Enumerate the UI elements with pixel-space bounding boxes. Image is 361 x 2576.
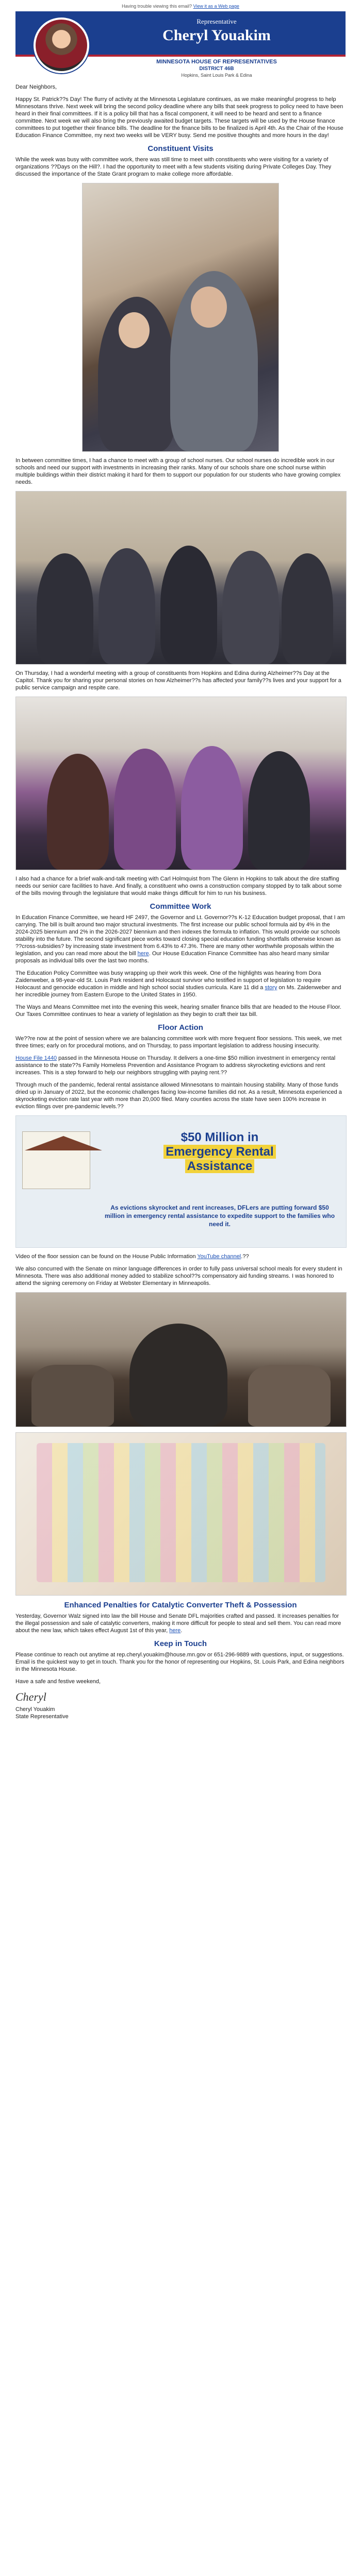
bill-details-link[interactable]: here xyxy=(137,951,149,957)
graphic-headline-line-1: $50 Million in xyxy=(180,1130,259,1144)
committee-paragraph-1-text: In Education Finance Committee, we heard HF 2497, the Governor and Lt. Governor??s K-12 Education budget proposal, that I am carrying. The bill is built around two major structural investments. The first increase our public school formula aid by 4% in the 2024-2025 biennium and 2% in the 2026-2027 biennium and then indexes the formula to inflation. This would provide our schools stability into the future. The second significant piece works toward closing special education funding shortfalls otherwise known as ??cross-subsidies? by increasing state investment from 6.43% to 47.3%. There are many other worthwhile proposals within the legislation, and you can read more about the bill xyxy=(15,914,345,957)
floor-paragraph-3: Through much of the pandemic, federal rental assistance allowed Minnesotans to maintain housing stability. Many of those funds dried up in January of 2022, but the economic challenges facing low-income families did not. As a result, Minnesota experienced a skyrocketing eviction rate last year with more than 20,000 filed. Many counties across the state have seen 100% increase in eviction filings over pre-pandemic levels.?? xyxy=(15,1082,342,1110)
newsletter-header xyxy=(15,11,346,78)
preheader xyxy=(0,0,361,11)
representative-portrait xyxy=(34,18,89,73)
touch-paragraph-2: Have a safe and festive weekend, xyxy=(15,1679,101,1685)
photo-alzheimers-day xyxy=(15,697,347,870)
photo-figure xyxy=(47,754,109,870)
signoff xyxy=(15,1706,346,1720)
floor-paragraph-5: We also concurred with the Senate on minor language differences in order to fully pass universal school meals for every student in Minnesota. There was also additional money added to stabilize school??s compensatory aid funding streams. I was honored to attend the signing ceremony on Friday at Webster Elementary in Minneapolis. xyxy=(15,1266,342,1286)
committee-paragraph-2 xyxy=(15,970,346,998)
photo-figure xyxy=(119,312,150,348)
photo-figure xyxy=(99,548,155,664)
floor-paragraph-2 xyxy=(15,1055,346,1076)
floor-paragraph-4 xyxy=(15,1253,346,1260)
floor-paragraph-4-end: .?? xyxy=(241,1253,249,1260)
floor-paragraph-2-text: passed in the Minnesota House on Thursday. It delivers a one-time $50 million investment in emergency rental assistance to the state??s Family Homeless Prevention and Assistance Program to address skyrocketing evictions and rent increases. This is a step forward to help our neighbors struggling with paying rent.?? xyxy=(15,1055,336,1076)
photo-figure xyxy=(248,1365,331,1427)
web-page-link[interactable]: View it as a Web page xyxy=(193,4,239,9)
section-title-committee: Committee Work xyxy=(150,902,211,911)
header-cities: Hopkins, Saint Louis Park & Edina xyxy=(181,73,252,78)
catalytic-law-link[interactable]: here xyxy=(169,1628,181,1634)
photo-school-nurses xyxy=(15,491,347,665)
committee-paragraph-1 xyxy=(15,914,346,964)
header-title: Representative xyxy=(196,18,237,25)
photo-signing-ceremony xyxy=(15,1292,347,1427)
intro-paragraph: Happy St. Patrick??s Day! The flurry of activity at the Minnesota Legislature continues, as we make meaningful progress to help Minnesotans thrive. Next week will bring the second policy deadline where any bills that seek progress to policy need to have been heard in their final committees. If it is a policy bill that has a fiscal component, it will need to be heard and sent to a finance committee. Next week we will also bring the previously awaited budget targets. These targets will be used by the House finance committees to put together their finance bills. The deadline for the finance bills to be finalized is April 4th. As the Chair of the House Education Finance Committee, my next two weeks will be VERY busy. Send me positive thoughts and more hours in the day! xyxy=(15,96,343,139)
visits-paragraph-1: While the week was busy with committee work, there was still time to meet with constituents who were visiting for a variety of organizations ??Days on the Hill?. I had the opportunity to meet with a few students visiting during Private Colleges Day. They discussed the importance of the State Grant program to make college more affordable. xyxy=(15,157,332,177)
kare11-story-link[interactable]: story xyxy=(265,985,277,991)
house-roof xyxy=(25,1136,102,1150)
floor-paragraph-4-text: Video of the floor session can be found on the House Public Information xyxy=(15,1253,196,1260)
photo-figure xyxy=(181,746,243,870)
signature: Cheryl xyxy=(15,1690,46,1703)
header-name: Cheryl Youakim xyxy=(162,27,271,44)
preheader-text: Having trouble viewing this email? xyxy=(122,4,192,9)
signoff-name: Cheryl Youakim xyxy=(15,1706,55,1713)
photo-figure xyxy=(114,749,176,870)
email-body xyxy=(15,11,346,1725)
greeting: Dear Neighbors, xyxy=(15,84,57,90)
floor-paragraph-1: We??re now at the point of session where we are balancing committee work with more frequent floor sessions. This week, we met three times; early on for procedural motions, and on Thursday, to pass important legislation to address housing insecurity. xyxy=(15,1036,342,1049)
house-illustration xyxy=(22,1131,90,1189)
house-file-1440-link[interactable]: House File 1440 xyxy=(15,1055,57,1061)
photo-figure xyxy=(248,751,310,870)
visits-paragraph-3: On Thursday, I had a wonderful meeting with a group of constituents from Hopkins and Edina during Alzheimer??s Day at the Capitol. Thank you for sharing your personal stories on how Alzheimer??s has affected your family??s lives and your support for a public service campaign and respite care. xyxy=(15,670,341,691)
visits-paragraph-2: In between committee times, I had a chance to meet with a group of school nurses. Our school nurses do incredible work in our schools and need our support with investments in increasing their ranks. Many of our schools share one school nurse within multiple buildings within their district making it hard for them to support our population for our students who have growing complex needs. xyxy=(15,457,341,485)
youtube-channel-link[interactable]: YouTube channel xyxy=(197,1253,241,1260)
graphic-headline-line-3: Assistance xyxy=(185,1159,255,1173)
photo-figure xyxy=(160,546,217,664)
graphic-headline xyxy=(104,1130,336,1174)
photo-figure xyxy=(31,1365,114,1427)
graphic-subtext: As evictions skyrocket and rent increases, DFLers are putting forward $50 million in emergency rental assistance to expedite support to the families who need it. xyxy=(104,1204,335,1228)
photo-figure xyxy=(222,551,279,664)
committee-paragraph-1-end: . Our House Education Finance Committee has also heard many similar proposals as individual bills over the last two months. xyxy=(15,951,330,964)
section-title-catalytic: Enhanced Penalties for Catalytic Converter Theft & Possession xyxy=(64,1601,297,1609)
graphic-headline-line-2: Emergency Rental xyxy=(163,1145,275,1159)
photo-figure xyxy=(129,1324,227,1427)
committee-paragraph-2-end: on Ms. Zaidenweber and her incredible journey from Eastern Europe to the United States in 1950. xyxy=(15,985,341,998)
catalytic-paragraph-end: . xyxy=(180,1628,183,1634)
section-title-keep-in-touch: Keep in Touch xyxy=(154,1639,207,1648)
header-district: DISTRICT 46B xyxy=(199,66,234,72)
photo-figure xyxy=(191,286,227,328)
rental-assistance-graphic xyxy=(15,1115,347,1248)
photo-figure xyxy=(282,553,333,664)
signoff-role: State Representative xyxy=(15,1714,69,1720)
catalytic-paragraph-text: Yesterday, Governor Walz signed into law the bill House and Senate DFL majorities crafted and passed. It increases penalties for the illegal possession and sale of catalytic converters, making it more difficult for people to steal and sell them. You can read more about the new law, which takes effect August 1st of this year, xyxy=(15,1613,341,1634)
section-title-visits: Constituent Visits xyxy=(147,144,214,153)
touch-paragraph-1: Please continue to reach out anytime at rep.cheryl.youakim@house.mn.gov or 651-296-9889 with questions, input, or suggestions. Email is the quickest way to get in touch. Thank you for the honor of representing our Hopkins, St. Louis Park, and Edina neighbors in the Minnesota House. xyxy=(15,1652,344,1672)
committee-paragraph-2-text: The Education Policy Committee was busy wrapping up their work this week. One of the highlights was hearing from Dora Zaidenweber, a 98-year-old St. Louis Park resident and Holocaust survivor who testified in support of legislation to require Holocaust and genocide education in middle and high school social studies curricula. Kare 11 did a xyxy=(15,970,321,991)
photo-thanks-for-lunch-banner xyxy=(15,1432,347,1596)
committee-paragraph-3: The Ways and Means Committee met into the evening this week, hearing smaller finance bills that are headed to the House Floor. Our Taxes Committee continues to hear a variety of legislation as they begin to craft their tax bill. xyxy=(15,1004,341,1018)
section-title-floor: Floor Action xyxy=(158,1023,203,1032)
photo-figure xyxy=(37,1443,325,1582)
photo-figure xyxy=(37,553,93,664)
header-house: MINNESOTA HOUSE OF REPRESENTATIVES xyxy=(156,59,277,65)
catalytic-paragraph xyxy=(15,1613,346,1634)
visits-paragraph-4: I also had a chance for a brief walk-and-talk meeting with Carl Holmquist from The Glenn in Hopkins to talk about the dire staffing needs our senior care facilities to have. And finally, a constituent who owns a construction company stopped by to talk about some of the bills moving through the legislature that would make things difficult for him to run his business. xyxy=(15,876,342,896)
photo-students xyxy=(82,183,279,452)
